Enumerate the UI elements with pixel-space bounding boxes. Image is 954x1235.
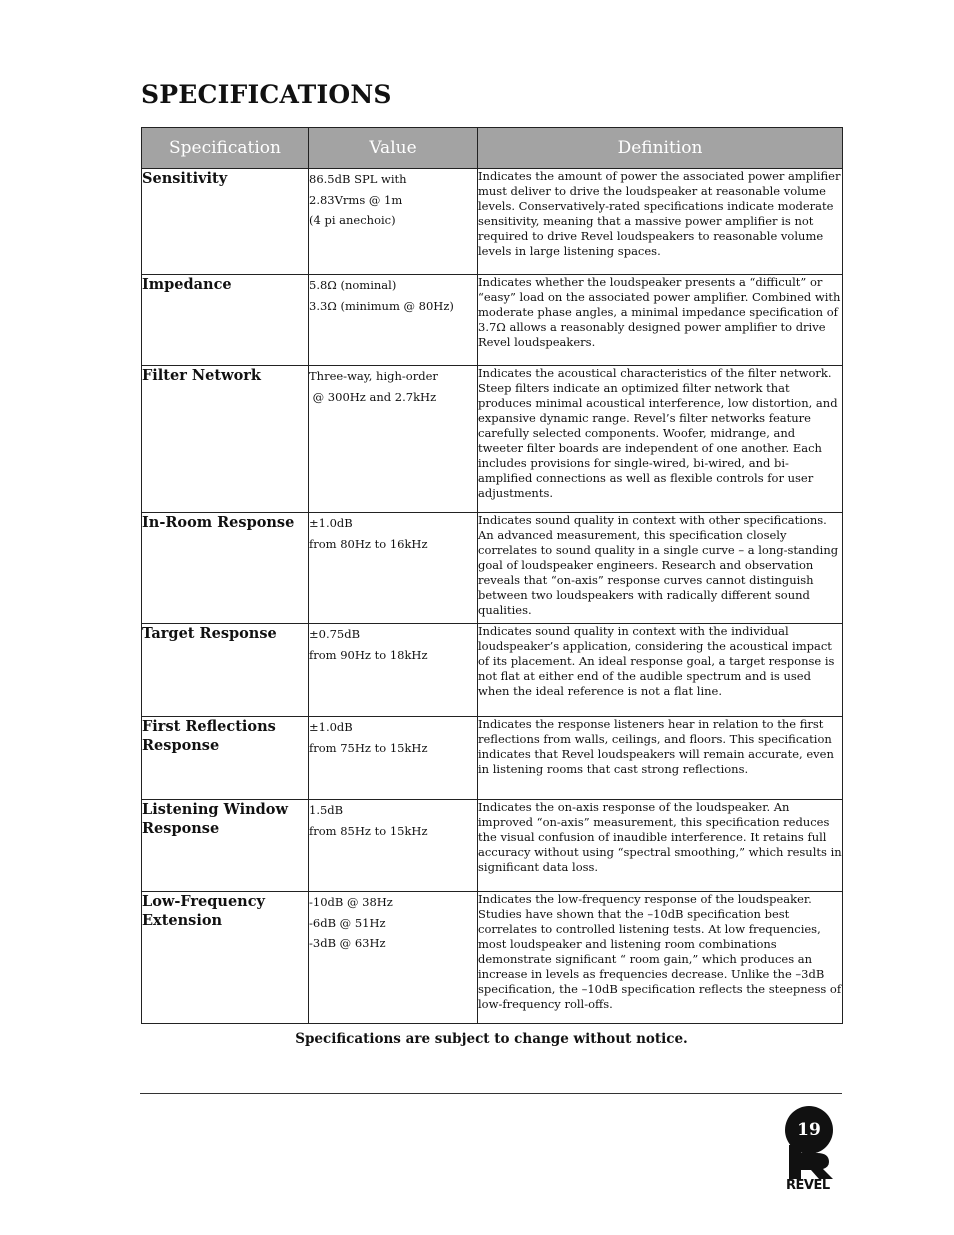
spec-value-cell xyxy=(309,717,478,800)
spec-value-line: ±1.0dB xyxy=(309,720,353,734)
table-row xyxy=(142,800,843,892)
spec-value-line: -10dB @ 38Hz xyxy=(309,895,393,909)
spec-value-cell xyxy=(309,169,478,275)
spec-definition-cell: Indicates the on-axis response of the loudspeaker. An improved “on-axis” measurement, this specification reduces the visual confusion of inaudible interference. It retains full accuracy without using “spectral smoothing,” which results in significant data loss. xyxy=(478,800,843,892)
table-row xyxy=(142,892,843,1024)
column-header-specification: Specification xyxy=(142,128,309,169)
spec-value-line: from 80Hz to 16kHz xyxy=(309,536,428,551)
footer-divider xyxy=(140,1093,842,1094)
spec-value-line: from 85Hz to 15kHz xyxy=(309,823,428,838)
spec-value-line: from 75Hz to 15kHz xyxy=(309,740,428,755)
specifications-table-body xyxy=(142,169,843,1024)
brand-logo-text: REVEL xyxy=(786,1178,830,1193)
column-header-definition: Definition xyxy=(478,128,843,169)
spec-definition-cell: Indicates the acoustical characteristics of the filter network. Steep filters indicate an optimized filter network that produces minimal acoustical interference, low distortion, and expansive dynamic range. Revel’s filter networks feature carefully selected components. Woofer, midrange, and tweeter filter boards are independent of one another. Each includes provisions for single-wired, bi-wired, and bi-amplified connections as well as flexible controls for user adjustments. xyxy=(478,366,843,513)
spec-value-line: 5.8Ω (nominal) xyxy=(309,278,397,292)
spec-value-cell xyxy=(309,624,478,717)
spec-value-cell xyxy=(309,800,478,892)
spec-value-line: 3.3Ω (minimum @ 80Hz) xyxy=(309,298,454,313)
spec-value-line: -6dB @ 51Hz xyxy=(309,915,386,930)
table-header-row xyxy=(142,128,843,169)
spec-definition-cell: Indicates sound quality in context with other specifications. An advanced measurement, this specification closely correlates to sound quality in a single curve – a long-standing goal of loudspeaker engineers. Research and observation reveals that “on-axis” response curves cannot distinguish between two loudspeakers with radically different sound qualities. xyxy=(478,513,843,624)
spec-definition-cell: Indicates the low-frequency response of the loudspeaker. Studies have shown that the –10dB specification best correlates to controlled listening tests. At low frequencies, most loudspeaker and listening room combinations demonstrate significant “ room gain,” which produces an increase in levels as frequencies decrease. Unlike the –3dB specification, the –10dB specification reflects the steepness of low-frequency roll-offs. xyxy=(478,892,843,1024)
spec-value-line: ±1.0dB xyxy=(309,516,353,530)
specifications-table xyxy=(141,127,843,1024)
page-title: SPECIFICATIONS xyxy=(141,80,392,109)
spec-definition-cell: Indicates whether the loudspeaker presents a “difficult” or “easy” load on the associated power amplifier. Combined with moderate phase angles, a minimal impedance specification of 3.7Ω allows a reasonably designed power amplifier to drive Revel loudspeakers. xyxy=(478,275,843,366)
footnote: Specifications are subject to change without notice. xyxy=(295,1031,688,1047)
table-row xyxy=(142,169,843,275)
table-row xyxy=(142,513,843,624)
spec-name-cell: Target Response xyxy=(142,624,309,717)
revel-r-logo-icon xyxy=(787,1145,835,1179)
spec-value-line: 1.5dB xyxy=(309,803,344,817)
spec-value-line: ±0.75dB xyxy=(309,627,361,641)
spec-name-cell: Sensitivity xyxy=(142,169,309,275)
table-row xyxy=(142,624,843,717)
spec-name-cell: Impedance xyxy=(142,275,309,366)
spec-value-line: from 90Hz to 18kHz xyxy=(309,647,428,662)
spec-name-cell: In-Room Response xyxy=(142,513,309,624)
spec-value-line: 86.5dB SPL with xyxy=(309,172,407,186)
column-header-value: Value xyxy=(309,128,478,169)
spec-value-line: Three-way, high-order xyxy=(309,369,438,383)
spec-value-line: -3dB @ 63Hz xyxy=(309,936,386,950)
spec-value-cell xyxy=(309,513,478,624)
table-row xyxy=(142,717,843,800)
spec-value-line: 2.83Vrms @ 1m xyxy=(309,192,403,207)
spec-value-cell xyxy=(309,892,478,1024)
spec-value-line: @ 300Hz and 2.7kHz xyxy=(309,389,437,404)
spec-name-cell: Low-Frequency Extension xyxy=(142,892,309,1024)
page-number-badge: 19 xyxy=(785,1106,833,1154)
table-row xyxy=(142,366,843,513)
spec-value-cell xyxy=(309,366,478,513)
spec-name-cell: Filter Network xyxy=(142,366,309,513)
spec-name-cell: First Reflections Response xyxy=(142,717,309,800)
spec-value-line: (4 pi anechoic) xyxy=(309,213,396,227)
spec-definition-cell: Indicates the amount of power the associated power amplifier must deliver to drive the loudspeaker at reasonable volume levels. Conservatively-rated specifications indicate moderate sensitivity, meaning that a massive power amplifier is not required to drive Revel loudspeakers to reasonable volume levels in large listening spaces. xyxy=(478,169,843,275)
spec-value-cell xyxy=(309,275,478,366)
table-row xyxy=(142,275,843,366)
spec-definition-cell: Indicates sound quality in context with the individual loudspeaker’s application, considering the acoustical impact of its placement. An ideal response goal, a target response is not flat at either end of the audible spectrum and is used when the ideal reference is not a flat line. xyxy=(478,624,843,717)
spec-definition-cell: Indicates the response listeners hear in relation to the first reflections from walls, ceilings, and floors. This specification indicates that Revel loudspeakers will remain accurate, even in listening rooms that cast strong reflections. xyxy=(478,717,843,800)
spec-name-cell: Listening Window Response xyxy=(142,800,309,892)
